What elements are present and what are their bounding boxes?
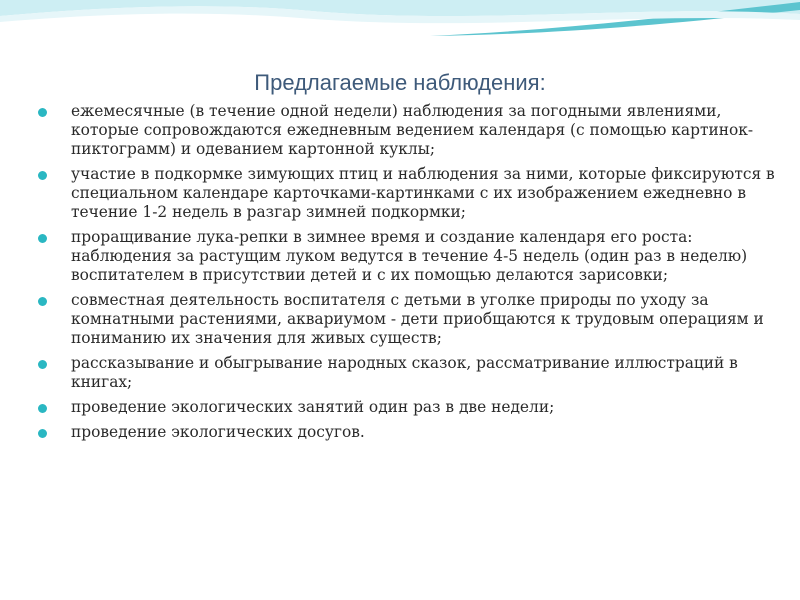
- list-item-text: рассказывание и обыгрывание народных сказок, рассматривание иллюстраций в книгах;: [71, 354, 738, 391]
- page-title: Предлагаемые наблюдения:: [254, 70, 546, 95]
- list-item-text: проведение экологических досугов.: [71, 423, 365, 441]
- list-item-text: ежемесячные (в течение одной недели) наблюдения за погодными явлениями, которые сопровождаются ежедневным ведением календаря (с помощью картинок-пиктограмм) и одеванием картонной куклы;: [71, 102, 754, 158]
- bullet-icon: [38, 429, 47, 438]
- list-item: [38, 165, 778, 222]
- list-item: [38, 423, 778, 442]
- bullet-icon: [38, 297, 47, 306]
- list-item: [38, 398, 778, 417]
- list-item: [38, 102, 778, 159]
- bullet-icon: [38, 108, 47, 117]
- list-item-text: проращивание лука-репки в зимнее время и создание календаря его роста: наблюдения за растущим луком ведутся в течение 4-5 недель (один раз в неделю) воспитателем в присутствии детей и с их помощью делаются зарисовки;: [71, 228, 748, 284]
- decorative-wave-header: [0, 0, 800, 80]
- observation-list: [38, 102, 778, 448]
- bullet-icon: [38, 234, 47, 243]
- list-item-text: проведение экологических занятий один раз в две недели;: [71, 398, 555, 416]
- bullet-icon: [38, 360, 47, 369]
- list-item: [38, 291, 778, 348]
- list-item: [38, 228, 778, 285]
- list-item-text: совместная деятельность воспитателя с детьми в уголке природы по уходу за комнатными растениями, аквариумом - дети приобщаются к трудовым операциям и пониманию их значения для живых существ;: [71, 291, 764, 347]
- list-item: [38, 354, 778, 392]
- list-item-text: участие в подкормке зимующих птиц и наблюдения за ними, которые фиксируются в специальном календаре карточками-картинками с их изображением ежедневно в течение 1-2 недель в разгар зимней подкормки;: [71, 165, 775, 221]
- bullet-icon: [38, 171, 47, 180]
- bullet-icon: [38, 404, 47, 413]
